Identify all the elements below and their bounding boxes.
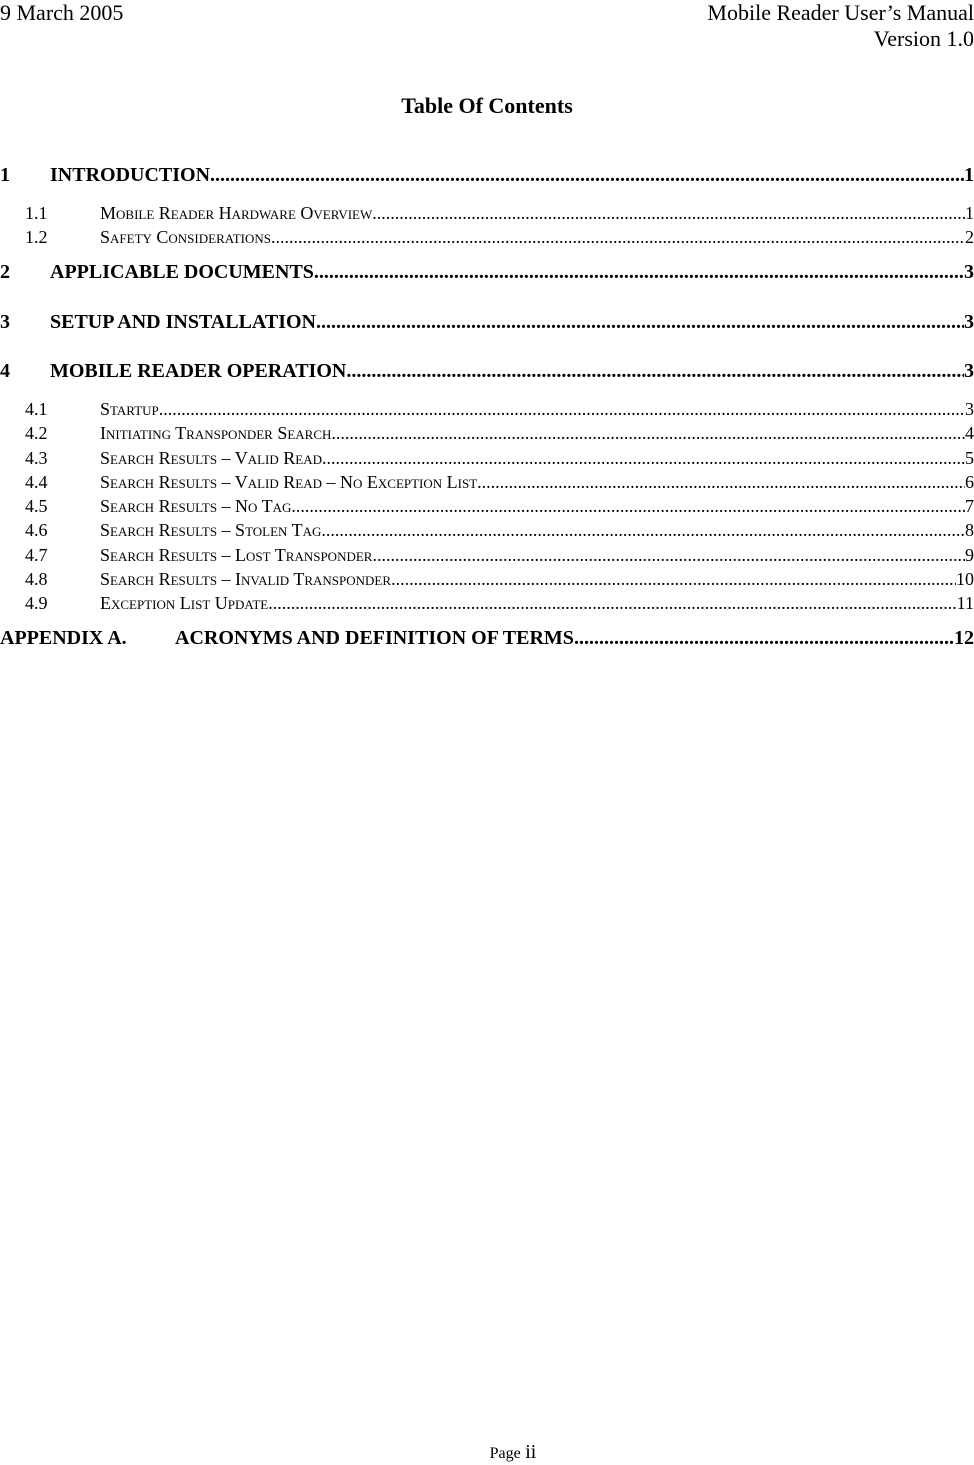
toc-entry-page: 7 xyxy=(965,496,974,516)
toc-entry-title: Search Results – Valid Read – No Exception List xyxy=(100,472,478,492)
toc-entry-number: 4 xyxy=(0,360,10,382)
toc-dot-leader xyxy=(316,310,964,334)
toc-entry-page: 12 xyxy=(954,627,974,649)
toc-entry-title: APPLICABLE DOCUMENTS xyxy=(50,261,314,283)
footer-page-label: Page xyxy=(489,1445,521,1462)
toc-dot-leader xyxy=(268,591,956,615)
toc-entry-title: Safety Considerations xyxy=(100,227,271,247)
toc-entry-page: 3 xyxy=(965,399,974,419)
header-doc-title: Mobile Reader User’s Manual xyxy=(707,0,974,25)
toc-entry-page: 9 xyxy=(965,545,974,565)
toc-entry-number: 1.1 xyxy=(25,203,48,223)
toc-entry-number: 2 xyxy=(0,261,10,283)
toc-entry-number: 4.8 xyxy=(25,569,48,589)
toc-dot-leader xyxy=(314,260,964,284)
toc-entry-page: 2 xyxy=(965,227,974,247)
toc-dot-leader xyxy=(331,421,965,445)
toc-dot-leader xyxy=(322,446,965,470)
toc-dot-leader xyxy=(391,567,956,591)
toc-entry-4-3[interactable] xyxy=(0,446,974,470)
toc-entry-title: Initiating Transponder Search xyxy=(100,423,332,443)
toc-dot-leader xyxy=(477,470,965,494)
toc-entry-4-1[interactable] xyxy=(0,397,974,421)
toc-entry-4-9[interactable] xyxy=(0,591,974,615)
toc-entry-number: 4.3 xyxy=(25,448,48,468)
toc-entry-4-6[interactable] xyxy=(0,518,974,542)
toc-entry-page: 6 xyxy=(965,472,974,492)
toc-entry-title: INTRODUCTION xyxy=(50,164,211,186)
toc-entry-title: Exception List Update xyxy=(100,593,269,613)
toc-entry-page: 1 xyxy=(965,203,974,223)
toc-entry-title: Search Results – Stolen Tag xyxy=(100,520,322,540)
toc-entry-appendix-a[interactable] xyxy=(0,626,974,650)
toc-entry-number: APPENDIX A. xyxy=(0,627,127,649)
toc-entry-2[interactable] xyxy=(0,260,974,284)
toc-entry-number: 4.7 xyxy=(25,545,48,565)
toc-entry-3[interactable] xyxy=(0,310,974,334)
toc-entry-number: 4.4 xyxy=(25,472,48,492)
toc-entry-page: 4 xyxy=(965,423,974,443)
toc-entry-page: 5 xyxy=(965,448,974,468)
toc-dot-leader xyxy=(372,543,965,567)
toc-entry-title: Search Results – Invalid Transponder xyxy=(100,569,392,589)
toc-entry-title: ACRONYMS AND DEFINITION OF TERMS xyxy=(175,627,574,649)
footer-page-number: ii xyxy=(525,1441,537,1463)
toc-entry-number: 4.9 xyxy=(25,593,48,613)
toc-entry-page: 8 xyxy=(965,520,974,540)
toc-entry-number: 1 xyxy=(0,164,10,186)
toc-entry-page: 11 xyxy=(956,593,974,613)
header-version: Version 1.0 xyxy=(873,26,974,51)
toc-entry-page: 10 xyxy=(956,569,974,589)
toc-entry-number: 1.2 xyxy=(25,227,48,247)
toc-entry-1-2[interactable] xyxy=(0,225,974,249)
toc-entry-number: 4.2 xyxy=(25,423,48,443)
toc-dot-leader xyxy=(574,626,954,650)
toc-entry-4-2[interactable] xyxy=(0,421,974,445)
toc-entry-4-8[interactable] xyxy=(0,567,974,591)
toc-entry-4-4[interactable] xyxy=(0,470,974,494)
toc-entry-page: 1 xyxy=(964,164,974,186)
toc-entry-number: 3 xyxy=(0,311,10,333)
toc-dot-leader xyxy=(210,163,964,187)
page-footer xyxy=(0,1441,974,1465)
toc-entry-page: 3 xyxy=(964,311,974,333)
toc-title: Table Of Contents xyxy=(401,93,573,118)
header-doc-info xyxy=(707,0,974,52)
toc-entry-4[interactable] xyxy=(0,359,974,383)
toc-entry-page: 3 xyxy=(964,261,974,283)
toc-dot-leader xyxy=(346,359,964,383)
toc-dot-leader xyxy=(271,225,965,249)
toc-entry-4-7[interactable] xyxy=(0,543,974,567)
toc-entry-title: SETUP AND INSTALLATION xyxy=(50,311,316,333)
toc-dot-leader xyxy=(321,518,965,542)
toc-entry-title: Search Results – Valid Read xyxy=(100,448,322,468)
toc-entry-4-5[interactable] xyxy=(0,494,974,518)
toc-dot-leader xyxy=(159,397,965,421)
toc-entry-number: 4.6 xyxy=(25,520,48,540)
toc-entry-number: 4.1 xyxy=(25,399,48,419)
toc-entry-title: MOBILE READER OPERATION xyxy=(50,360,347,382)
toc-entry-number: 4.5 xyxy=(25,496,48,516)
toc-entry-1-1[interactable] xyxy=(0,201,974,225)
toc-entry-1[interactable] xyxy=(0,163,974,187)
toc-entry-title: Search Results – Lost Transponder xyxy=(100,545,373,565)
toc-entry-page: 3 xyxy=(964,360,974,382)
toc-entry-title: Mobile Reader Hardware Overview xyxy=(100,203,373,223)
toc-dot-leader xyxy=(372,201,965,225)
toc-entry-title: Search Results – No Tag xyxy=(100,496,292,516)
toc-dot-leader xyxy=(291,494,965,518)
toc-entry-title: Startup xyxy=(100,399,159,419)
header-date: 9 March 2005 xyxy=(0,0,124,25)
